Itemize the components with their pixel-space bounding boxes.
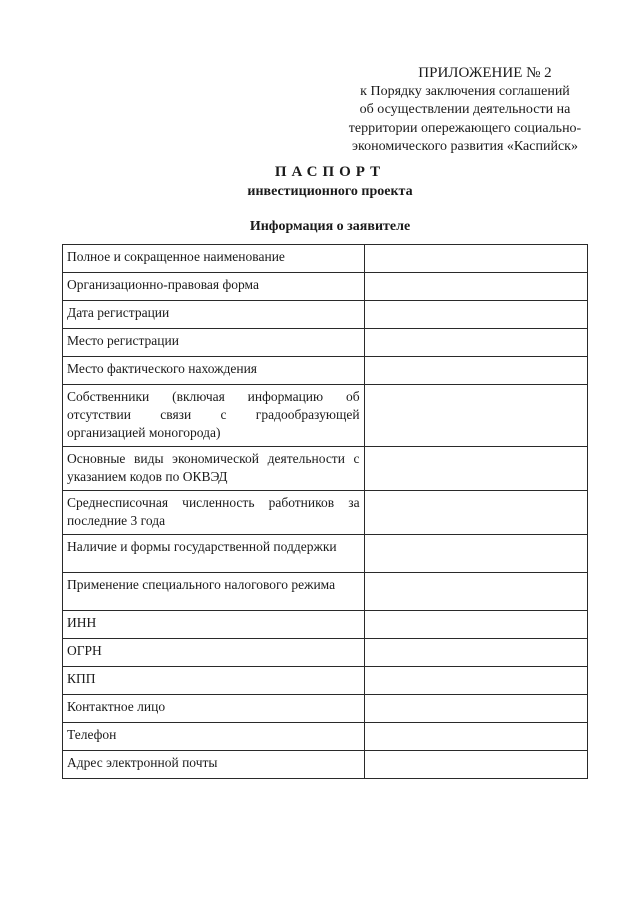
row-label: Место регистрации (63, 329, 365, 357)
table-row (63, 329, 588, 357)
row-value-field[interactable] (364, 273, 587, 301)
row-value-field[interactable] (364, 535, 587, 573)
row-value-field[interactable] (364, 245, 587, 273)
row-label: Дата регистрации (63, 301, 365, 329)
row-value-field[interactable] (364, 357, 587, 385)
appendix-line: экономического развития «Каспийск» (352, 139, 578, 154)
table-row (63, 695, 588, 723)
row-label: Среднесписочная численность работников за последние 3 года (63, 491, 365, 535)
row-value-field[interactable] (364, 385, 587, 447)
table-row (63, 751, 588, 779)
row-value-field[interactable] (364, 667, 587, 695)
row-value-field[interactable] (364, 447, 587, 491)
applicant-info-table (62, 244, 588, 779)
appendix-number: ПРИЛОЖЕНИЕ № 2 (418, 65, 552, 81)
row-label: КПП (63, 667, 365, 695)
row-value-field[interactable] (364, 695, 587, 723)
table-row (63, 611, 588, 639)
row-value-field[interactable] (364, 573, 587, 611)
row-label: Собственники (включая информацию об отсутствии связи с градообразующей организацией моногорода) (63, 385, 365, 447)
row-value-field[interactable] (364, 639, 587, 667)
appendix-line: к Порядку заключения соглашений (360, 83, 570, 99)
row-label: Основные виды экономической деятельности с указанием кодов по ОКВЭД (63, 447, 365, 491)
table-row (63, 639, 588, 667)
row-value-field[interactable] (364, 301, 587, 329)
row-label: Наличие и формы государственной поддержки (63, 535, 365, 573)
row-label: Контактное лицо (63, 695, 365, 723)
table-row (63, 245, 588, 273)
row-value-field[interactable] (364, 329, 587, 357)
table-row (63, 357, 588, 385)
row-value-field[interactable] (364, 491, 587, 535)
table-row (63, 535, 588, 573)
table-row (63, 385, 588, 447)
table-row (63, 667, 588, 695)
appendix-line: об осуществлении деятельности на (359, 102, 571, 117)
row-label: Место фактического нахождения (63, 357, 365, 385)
row-value-field[interactable] (364, 751, 587, 779)
row-label: ОГРН (63, 639, 365, 667)
appendix-block (330, 64, 600, 157)
row-value-field[interactable] (364, 723, 587, 751)
section-title: Информация о заявителе (249, 219, 411, 234)
row-label: Организационно-правовая форма (63, 273, 365, 301)
row-label: Телефон (63, 723, 365, 751)
table-row (63, 301, 588, 329)
table-row (63, 491, 588, 535)
table-row (63, 447, 588, 491)
row-label: Применение специального налогового режима (63, 573, 365, 611)
document-subtitle: инвестиционного проекта (247, 184, 413, 199)
row-value-field[interactable] (364, 611, 587, 639)
row-label: Полное и сокращенное наименование (63, 245, 365, 273)
row-label: Адрес электронной почты (63, 751, 365, 779)
row-label: ИНН (63, 611, 365, 639)
appendix-line: территории опережающего социально- (348, 120, 582, 136)
table-row (63, 723, 588, 751)
table-row (63, 573, 588, 611)
table-row (63, 273, 588, 301)
document-title: ПАСПОРТ (274, 164, 386, 180)
